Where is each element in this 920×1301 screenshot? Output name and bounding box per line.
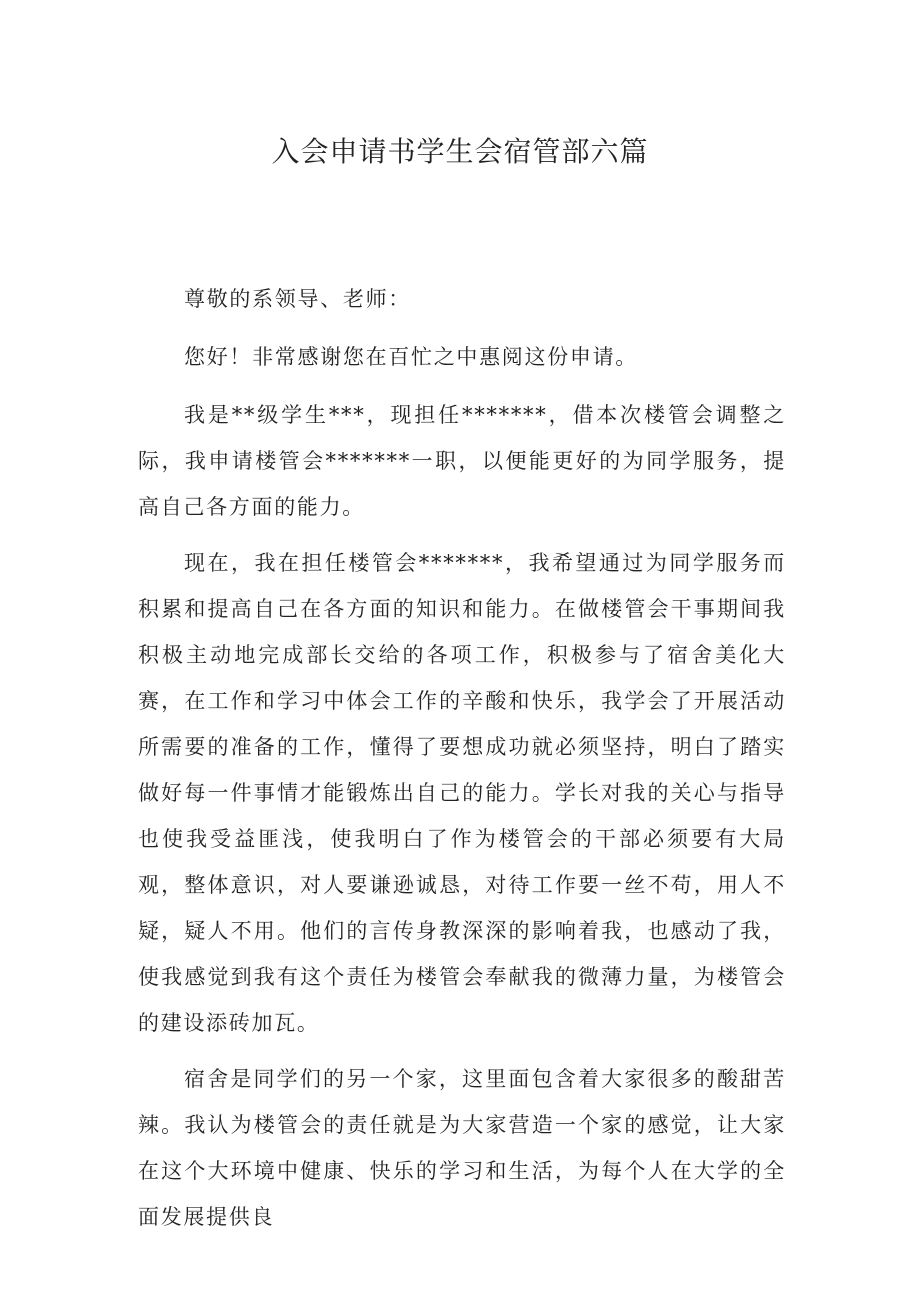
document-body <box>138 276 786 1250</box>
greeting-paragraph: 您好！非常感谢您在百忙之中惠阅这份申请。 <box>184 345 638 369</box>
experience-paragraph: 现在，我在担任楼管会*******，我希望通过为同学服务而积累和提高自己在各方面的知识和能力。在做楼管会干事期间我积极主动地完成部长交给的各项工作，积极参与了宿舍美化大赛，在工作和学习中体会工作的辛酸和快乐，我学会了开展活动所需要的准备的工作，懂得了要想成功就必须坚持，明白了踏实做好每一件事情才能锻炼出自己的能力。学长对我的关心与指导也使我受益匪浅，使我明白了作为楼管会的干部必须要有大局观，整体意识，对人要谦逊诚恳，对待工作要一丝不苟，用人不疑，疑人不用。他们的言传身教深深的影响着我，也感动了我，使我感觉到我有这个责任为楼管会奉献我的微薄力量，为楼管会的建设添砖加瓦。 <box>138 551 786 1035</box>
intro-paragraph: 我是**级学生***，现担任*******，借本次楼管会调整之际，我申请楼管会*******一职，以便能更好的为同学服务，提高自己各方面的能力。 <box>138 403 786 519</box>
salutation: 尊敬的系领导、老师： <box>184 287 411 311</box>
document-title: 入会申请书学生会宿管部六篇 <box>271 135 649 168</box>
dormitory-paragraph: 宿舍是同学们的另一个家，这里面包含着大家很多的酸甜苦辣。我认为楼管会的责任就是为大家营造一个家的感觉，让大家在这个大环境中健康、快乐的学习和生活，为每个人在大学的全面发展提供良 <box>138 1067 786 1229</box>
